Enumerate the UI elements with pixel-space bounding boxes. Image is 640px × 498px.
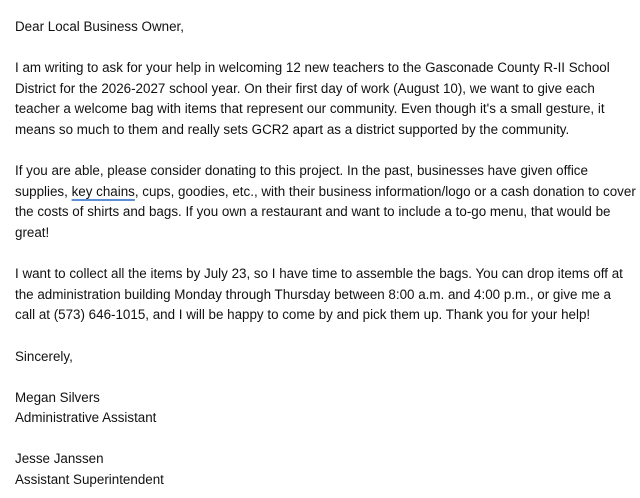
paragraph-line: teacher a welcome bag with items that represent our community. Even though it's a small gesture, it bbox=[15, 101, 605, 117]
paragraph-request bbox=[15, 58, 640, 140]
blank-line bbox=[15, 244, 640, 265]
paragraph-line: If you are able, please consider donating to this project. In the past, businesses have given office bbox=[15, 163, 588, 179]
paragraph-donations bbox=[15, 161, 640, 243]
text-run: , cups, goodies, etc., with their business information/logo or a cash donation to cover bbox=[134, 183, 636, 199]
salutation bbox=[15, 17, 640, 38]
signer-title: Assistant Superintendent bbox=[15, 472, 164, 488]
signer-name: Jesse Janssen bbox=[15, 451, 104, 467]
paragraph-line: great! bbox=[15, 224, 50, 240]
paragraph-line: the administration building Monday through Thursday between 8:00 a.m. and 4:00 p.m., or give me a bbox=[15, 286, 611, 302]
blank-line bbox=[15, 326, 640, 347]
signer-title: Administrative Assistant bbox=[15, 410, 157, 426]
paragraph-line: means so much to them and really sets GCR2 apart as a district supported by the community. bbox=[15, 121, 570, 137]
paragraph-logistics bbox=[15, 264, 640, 326]
blank-line bbox=[15, 141, 640, 162]
paragraph-line: I want to collect all the items by July 23, so I have time to assemble the bags. You can drop items off at bbox=[15, 266, 623, 282]
signer-name: Megan Silvers bbox=[15, 389, 100, 405]
blank-line bbox=[15, 429, 640, 450]
text-run: supplies, bbox=[15, 183, 72, 199]
blank-line bbox=[15, 367, 640, 388]
salutation-text: Dear Local Business Owner, bbox=[15, 19, 184, 34]
closing-text: Sincerely, bbox=[15, 348, 73, 364]
signature-block-1 bbox=[15, 388, 640, 429]
blank-line bbox=[15, 38, 640, 59]
paragraph-line: the costs of shirts and bags. If you own a restaurant and want to include a to-go menu, that would be bbox=[15, 204, 611, 220]
paragraph-line bbox=[15, 182, 640, 203]
paragraph-line: call at (573) 646-1015, and I will be happy to come by and pick them up. Thank you for your help! bbox=[15, 307, 591, 323]
paragraph-line: I am writing to ask for your help in welcoming 12 new teachers to the Gasconade County R-II School bbox=[15, 60, 610, 76]
closing bbox=[15, 347, 640, 368]
paragraph-line: District for the 2026-2027 school year. On their first day of work (August 10), we want to give each bbox=[15, 80, 595, 96]
signature-block-2 bbox=[15, 449, 640, 490]
spellcheck-flagged-word[interactable]: key chains bbox=[71, 183, 135, 199]
